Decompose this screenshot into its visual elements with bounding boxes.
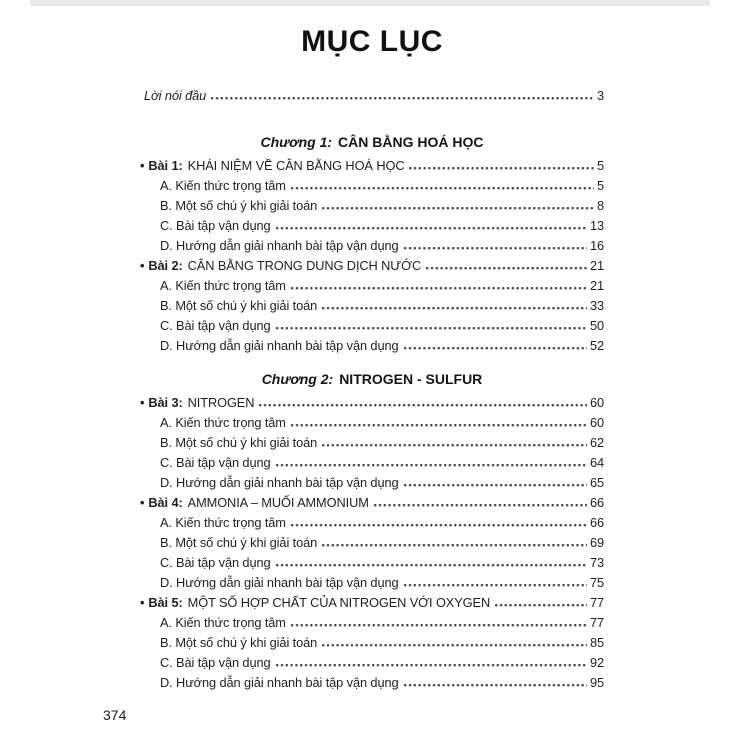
- toc-entry-item: [140, 533, 604, 553]
- toc-entry-item: [140, 633, 604, 653]
- item-label: A. Kiến thức trọng tâm: [160, 615, 286, 630]
- dot-leader: [322, 543, 587, 547]
- lesson-title: KHÁI NIỆM VỀ CÂN BẰNG HOÁ HỌC: [187, 158, 405, 173]
- page-ref: 21: [589, 278, 604, 293]
- item-label: A. Kiến thức trọng tâm: [160, 515, 286, 530]
- toc-entry-item: [140, 473, 604, 493]
- table-of-contents: [140, 86, 604, 693]
- toc-entry-lesson: [140, 256, 604, 276]
- dot-leader: [291, 623, 587, 627]
- page-ref: 3: [596, 88, 604, 103]
- page-ref: 66: [589, 495, 604, 510]
- dot-leader: [404, 683, 587, 687]
- lesson-title: NITROGEN: [187, 395, 255, 410]
- chapter-heading: [140, 369, 604, 389]
- chapter-heading: [140, 132, 604, 152]
- page-ref: 62: [589, 435, 604, 450]
- chapter-label: Chương 1:: [260, 134, 333, 150]
- book-page-number: 374: [103, 707, 127, 723]
- toc-entry-lesson: [140, 493, 604, 513]
- page-ref: 16: [589, 238, 604, 253]
- item-label: B. Một số chú ý khi giải toán: [160, 535, 318, 550]
- toc-entry-lesson: [140, 156, 604, 176]
- item-label: D. Hướng dẫn giải nhanh bài tập vận dụng: [160, 338, 399, 353]
- lesson-label: Bài 5:: [148, 595, 183, 610]
- chapter-title: NITROGEN - SULFUR: [339, 371, 483, 387]
- item-label: B. Một số chú ý khi giải toán: [160, 298, 318, 313]
- page-ref: 60: [589, 415, 604, 430]
- dot-leader: [259, 403, 587, 407]
- lesson-label: Bài 4:: [148, 495, 183, 510]
- page-ref: 69: [589, 535, 604, 550]
- item-label: C. Bài tập vận dụng: [160, 318, 271, 333]
- toc-entry-item: [140, 176, 604, 196]
- toc-entry-item: [140, 573, 604, 593]
- toc-entry-item: [140, 673, 604, 693]
- lesson-label: Bài 2:: [148, 258, 183, 273]
- page-ref: 92: [589, 655, 604, 670]
- dot-leader: [276, 326, 587, 330]
- page-ref: 52: [589, 338, 604, 353]
- dot-leader: [322, 206, 594, 210]
- dot-leader: [374, 503, 587, 507]
- page-ref: 66: [589, 515, 604, 530]
- lesson-label: Bài 3:: [148, 395, 183, 410]
- dot-leader: [409, 166, 594, 170]
- page-ref: 77: [589, 615, 604, 630]
- dot-leader: [404, 483, 587, 487]
- chapter-label: Chương 2:: [261, 371, 334, 387]
- lesson-title: CÂN BẰNG TRONG DUNG DỊCH NƯỚC: [187, 258, 422, 273]
- dot-leader: [404, 246, 587, 250]
- bullet-icon: •: [140, 258, 145, 273]
- item-label: D. Hướng dẫn giải nhanh bài tập vận dụng: [160, 238, 399, 253]
- item-label: B. Một số chú ý khi giải toán: [160, 435, 318, 450]
- dot-leader: [276, 663, 587, 667]
- bullet-icon: •: [140, 158, 145, 173]
- toc-entry-item: [140, 216, 604, 236]
- dot-leader: [291, 523, 587, 527]
- lesson-label: Bài 1:: [148, 158, 183, 173]
- page-ref: 5: [596, 178, 604, 193]
- item-label: B. Một số chú ý khi giải toán: [160, 635, 318, 650]
- page-ref: 85: [589, 635, 604, 650]
- page-ref: 77: [589, 595, 604, 610]
- dot-leader: [322, 643, 587, 647]
- toc-entry-lesson: [140, 593, 604, 613]
- page-ref: 64: [589, 455, 604, 470]
- item-label: D. Hướng dẫn giải nhanh bài tập vận dụng: [160, 575, 399, 590]
- page-ref: 5: [596, 158, 604, 173]
- chapter-title: CÂN BẰNG HOÁ HỌC: [338, 134, 484, 150]
- toc-entry-item: [140, 413, 604, 433]
- dot-leader: [404, 583, 587, 587]
- toc-entry-item: [140, 296, 604, 316]
- page-title: MỤC LỤC: [301, 25, 443, 58]
- item-label: A. Kiến thức trọng tâm: [160, 178, 286, 193]
- toc-entry-item: [140, 653, 604, 673]
- item-label: D. Hướng dẫn giải nhanh bài tập vận dụng: [160, 675, 399, 690]
- item-label: C. Bài tập vận dụng: [160, 455, 271, 470]
- toc-entry-lesson: [140, 393, 604, 413]
- item-label: B. Một số chú ý khi giải toán: [160, 198, 318, 213]
- toc-entry-item: [140, 276, 604, 296]
- toc-entry-item: [140, 513, 604, 533]
- page-ref: 13: [589, 218, 604, 233]
- item-label: A. Kiến thức trọng tâm: [160, 278, 286, 293]
- dot-leader: [426, 266, 587, 270]
- toc-entry-item: [140, 316, 604, 336]
- page-ref: 75: [589, 575, 604, 590]
- dot-leader: [322, 443, 587, 447]
- dot-leader: [404, 346, 587, 350]
- page-ref: 73: [589, 555, 604, 570]
- bullet-icon: •: [140, 395, 145, 410]
- item-label: D. Hướng dẫn giải nhanh bài tập vận dụng: [160, 475, 399, 490]
- lesson-title: AMMONIA – MUỐI AMMONIUM: [187, 495, 369, 510]
- page-ref: 21: [589, 258, 604, 273]
- toc-entry-preface: [140, 86, 604, 106]
- page-ref: 50: [589, 318, 604, 333]
- page-ref: 8: [596, 198, 604, 213]
- toc-entry-item: [140, 336, 604, 356]
- bullet-icon: •: [140, 495, 145, 510]
- dot-leader: [291, 423, 587, 427]
- toc-entry-item: [140, 613, 604, 633]
- dot-leader: [276, 463, 587, 467]
- toc-entry-item: [140, 196, 604, 216]
- item-label: C. Bài tập vận dụng: [160, 655, 271, 670]
- dot-leader: [291, 186, 594, 190]
- item-label: A. Kiến thức trọng tâm: [160, 415, 286, 430]
- item-label: C. Bài tập vận dụng: [160, 555, 271, 570]
- dot-leader: [322, 306, 587, 310]
- preface-label: Lời nói đầu: [144, 88, 207, 103]
- toc-entry-item: [140, 553, 604, 573]
- toc-entry-item: [140, 236, 604, 256]
- item-label: C. Bài tập vận dụng: [160, 218, 271, 233]
- toc-entry-item: [140, 433, 604, 453]
- dot-leader: [276, 563, 587, 567]
- page-ref: 60: [589, 395, 604, 410]
- dot-leader: [291, 286, 587, 290]
- page-ref: 33: [589, 298, 604, 313]
- page-ref: 95: [589, 675, 604, 690]
- dot-leader: [211, 96, 594, 100]
- photo-top-edge: [30, 0, 710, 6]
- lesson-title: MỘT SỐ HỢP CHẤT CỦA NITROGEN VỚI OXYGEN: [187, 595, 491, 610]
- dot-leader: [495, 603, 587, 607]
- toc-entry-item: [140, 453, 604, 473]
- page-ref: 65: [589, 475, 604, 490]
- bullet-icon: •: [140, 595, 145, 610]
- dot-leader: [276, 226, 587, 230]
